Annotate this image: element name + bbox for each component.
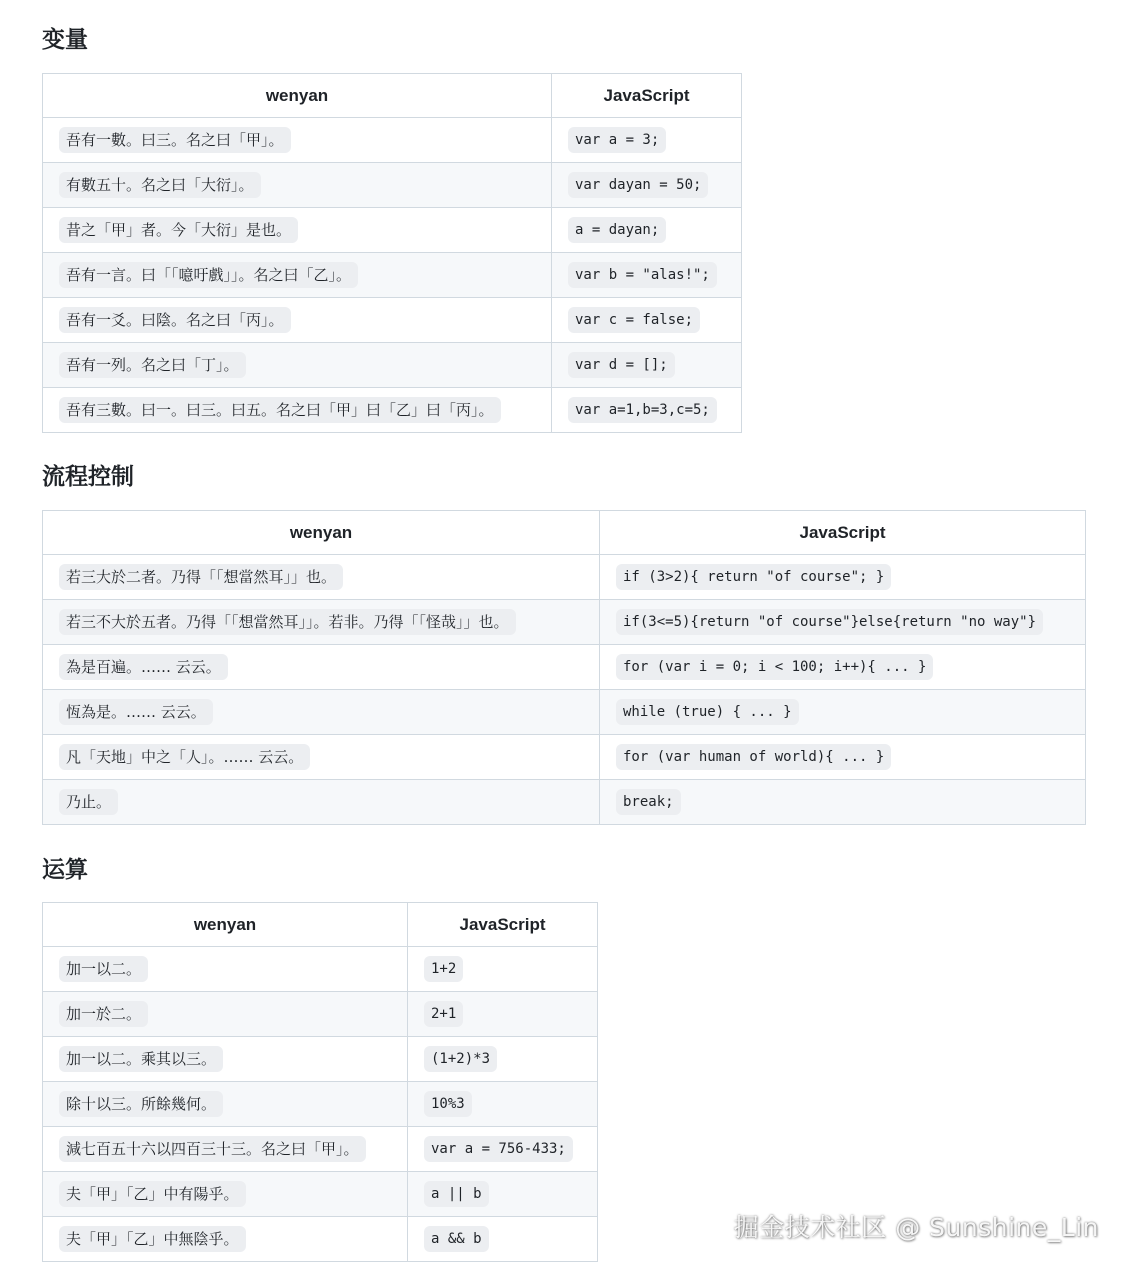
column-header-javascript: JavaScript [408, 903, 598, 947]
wenyan-code: 吾有一言。曰「「噫吁戲」」。名之曰「乙」。 [59, 262, 358, 288]
js-code: var c = false; [568, 307, 700, 333]
table-row [43, 600, 1086, 645]
table-row [43, 947, 598, 992]
wenyan-code: 除十以三。所餘幾何。 [59, 1091, 223, 1117]
wenyan-code: 凡「天地」中之「人」。…… 云云。 [59, 744, 310, 770]
js-code: for (var i = 0; i < 100; i++){ ... } [616, 654, 933, 680]
wenyan-code: 昔之「甲」者。今「大衍」是也。 [59, 217, 298, 243]
js-code: var dayan = 50; [568, 172, 708, 198]
wenyan-code: 夫「甲」「乙」中無陰乎。 [59, 1226, 246, 1252]
js-code: if(3<=5){return "of course"}else{return "no way"} [616, 609, 1043, 635]
control-flow-table [42, 510, 1086, 825]
js-code: a && b [424, 1226, 489, 1252]
js-code: break; [616, 789, 681, 815]
table-row [43, 1127, 598, 1172]
column-header-wenyan: wenyan [43, 74, 552, 118]
table-row [43, 163, 742, 208]
js-code: 2+1 [424, 1001, 463, 1027]
js-code: for (var human of world){ ... } [616, 744, 891, 770]
table-row [43, 388, 742, 433]
table-row [43, 1082, 598, 1127]
table-row [43, 298, 742, 343]
table-row [43, 780, 1086, 825]
wenyan-code: 乃止。 [59, 789, 118, 815]
section-title-operations: 运算 [42, 857, 88, 883]
wenyan-code: 吾有一列。名之曰「丁」。 [59, 352, 246, 378]
js-code: a || b [424, 1181, 489, 1207]
column-header-wenyan: wenyan [43, 903, 408, 947]
wenyan-code: 吾有一爻。曰陰。名之曰「丙」。 [59, 307, 291, 333]
table-row [43, 555, 1086, 600]
column-header-javascript: JavaScript [600, 511, 1086, 555]
table-row [43, 992, 598, 1037]
js-code: a = dayan; [568, 217, 666, 243]
js-code: 1+2 [424, 956, 463, 982]
wenyan-code: 恆為是。…… 云云。 [59, 699, 213, 725]
table-row [43, 1172, 598, 1217]
table-row [43, 208, 742, 253]
js-code: var d = []; [568, 352, 675, 378]
wenyan-code: 若三不大於五者。乃得「「想當然耳」」。若非。乃得「「怪哉」」也。 [59, 609, 516, 635]
table-row [43, 1217, 598, 1262]
wenyan-code: 加一以二。乘其以三。 [59, 1046, 223, 1072]
section-title-variables: 变量 [42, 27, 88, 53]
table-row [43, 690, 1086, 735]
table-header-row [43, 511, 1086, 555]
section-title-control-flow: 流程控制 [42, 464, 134, 490]
column-header-javascript: JavaScript [552, 74, 742, 118]
js-code: var a = 756-433; [424, 1136, 573, 1162]
wenyan-code: 有數五十。名之曰「大衍」。 [59, 172, 261, 198]
table-row [43, 343, 742, 388]
table-header-row [43, 903, 598, 947]
js-code: while (true) { ... } [616, 699, 799, 725]
js-code: (1+2)*3 [424, 1046, 497, 1072]
wenyan-code: 若三大於二者。乃得「「想當然耳」」也。 [59, 564, 343, 590]
column-header-wenyan: wenyan [43, 511, 600, 555]
table-row [43, 735, 1086, 780]
js-code: var a = 3; [568, 127, 666, 153]
wenyan-code: 減七百五十六以四百三十三。名之曰「甲」。 [59, 1136, 366, 1162]
table-row [43, 118, 742, 163]
table-row [43, 645, 1086, 690]
js-code: var b = "alas!"; [568, 262, 717, 288]
wenyan-code: 吾有三數。曰一。曰三。曰五。名之曰「甲」曰「乙」曰「丙」。 [59, 397, 501, 423]
operations-table [42, 902, 598, 1262]
variables-table [42, 73, 742, 433]
watermark: 掘金技术社区 @ Sunshine_Lin [733, 1213, 1099, 1242]
table-row [43, 1037, 598, 1082]
table-row [43, 253, 742, 298]
table-header-row [43, 74, 742, 118]
wenyan-code: 吾有一數。曰三。名之曰「甲」。 [59, 127, 291, 153]
js-code: if (3>2){ return "of course"; } [616, 564, 891, 590]
js-code: 10%3 [424, 1091, 472, 1117]
wenyan-code: 為是百遍。…… 云云。 [59, 654, 228, 680]
wenyan-code: 加一於二。 [59, 1001, 148, 1027]
js-code: var a=1,b=3,c=5; [568, 397, 717, 423]
wenyan-code: 加一以二。 [59, 956, 148, 982]
wenyan-code: 夫「甲」「乙」中有陽乎。 [59, 1181, 246, 1207]
